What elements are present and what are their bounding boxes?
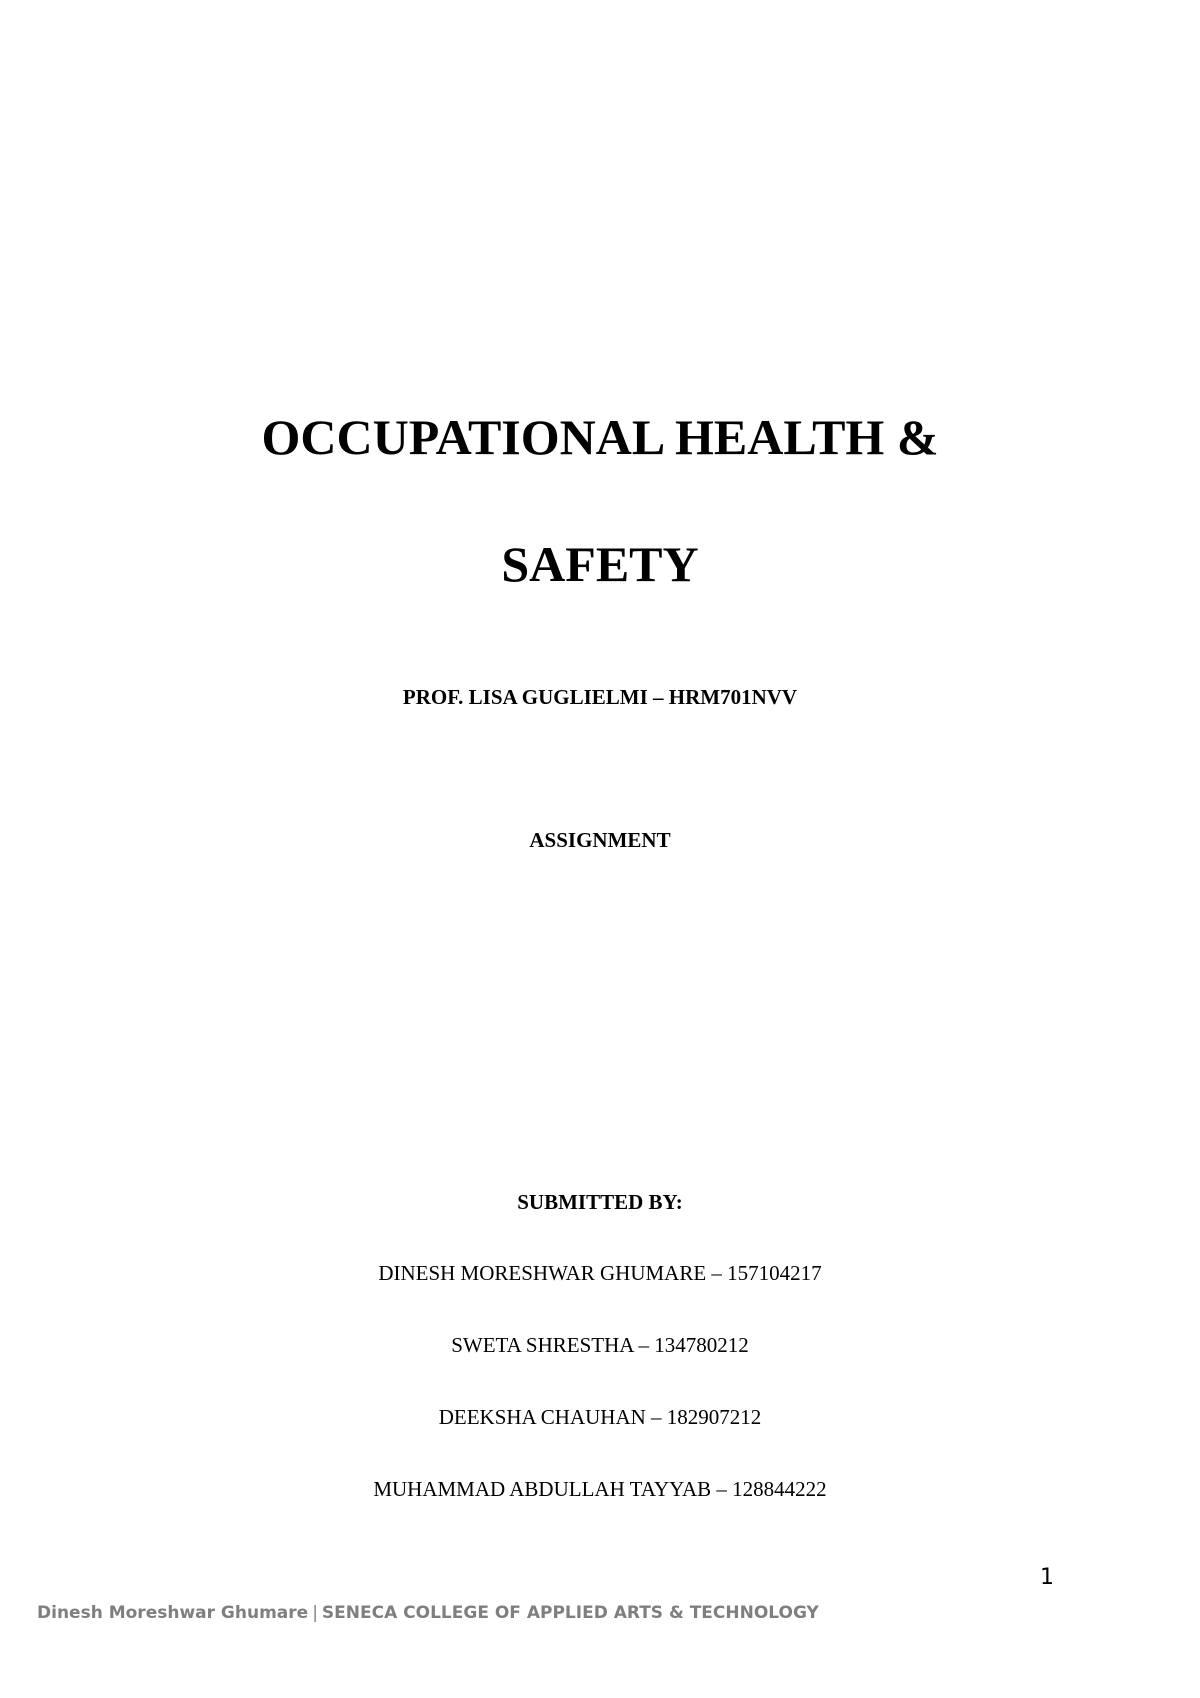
title-line-1: OCCUPATIONAL HEALTH & [261, 409, 939, 465]
page-number: 1 [1040, 1565, 1054, 1590]
footer-college: SENECA COLLEGE OF APPLIED ARTS & TECHNOLOGY [321, 1603, 819, 1623]
member-line: MUHAMMAD ABDULLAH TAYYAB – 128844222 [373, 1477, 827, 1501]
member-line: DEEKSHA CHAUHAN – 182907212 [438, 1405, 762, 1429]
submitted-by-label: SUBMITTED BY: [517, 1190, 683, 1214]
member-line: DINESH MORESHWAR GHUMARE – 157104217 [378, 1261, 822, 1285]
footer-author: Dinesh Moreshwar Ghumare [37, 1603, 309, 1623]
page-footer [37, 1603, 819, 1623]
course-line: PROF. LISA GUGLIELMI – HRM701NVV [402, 685, 798, 709]
member-line: SWETA SHRESTHA – 134780212 [451, 1333, 749, 1357]
footer-separator: | [312, 1603, 318, 1623]
document-type: ASSIGNMENT [529, 828, 671, 852]
title-line-2: SAFETY [501, 536, 699, 592]
